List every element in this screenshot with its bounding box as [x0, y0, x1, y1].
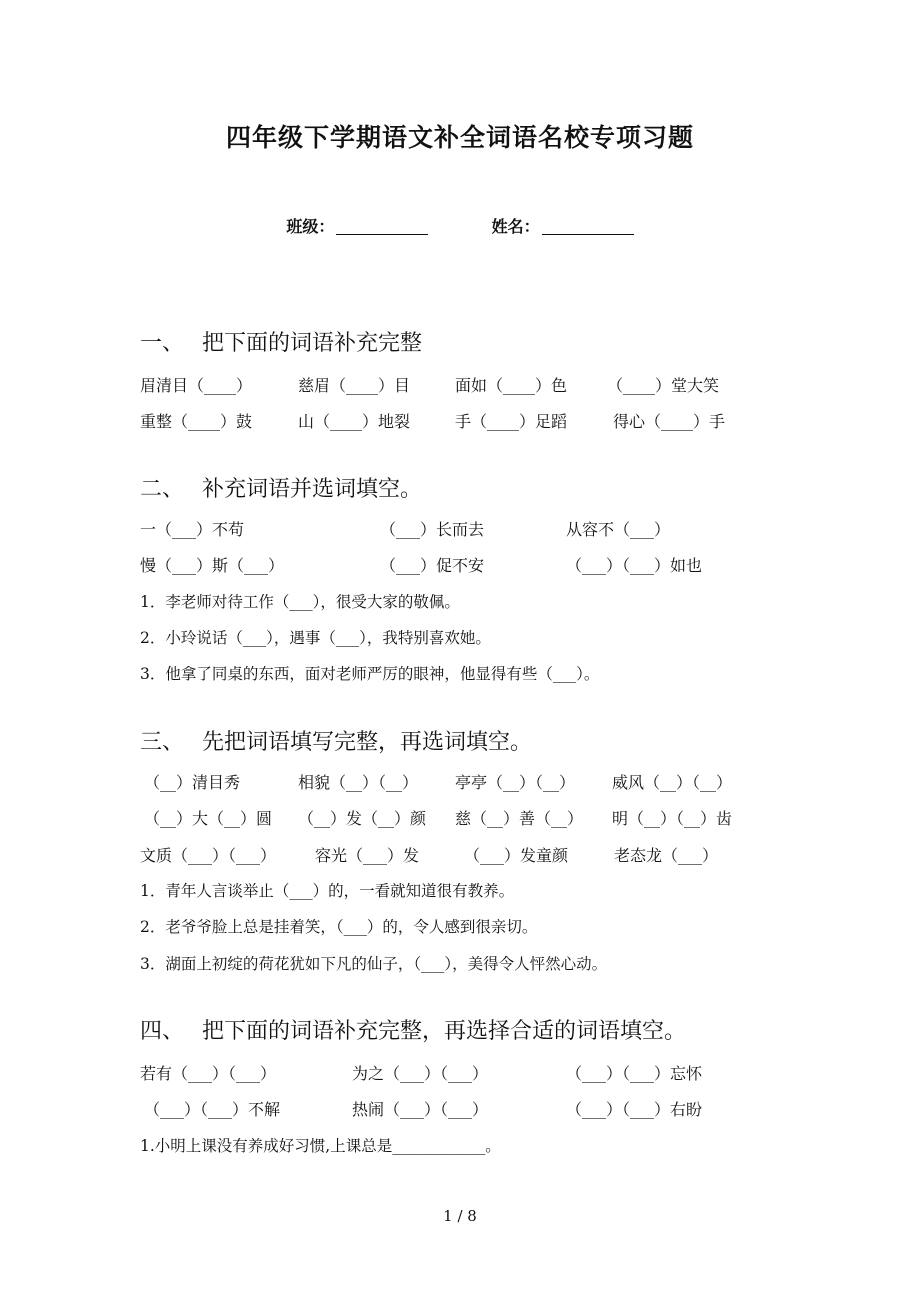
- word-item: （__）清目秀: [144, 773, 241, 792]
- word-item: （__）大（__）圆: [144, 809, 273, 828]
- section-4-heading: [140, 1014, 686, 1045]
- name-blank[interactable]: [542, 218, 634, 235]
- question-sentence: 1.小明上课没有养成好习惯,上课总是____________。: [140, 1137, 501, 1155]
- word-item: 若有（___）（___）: [140, 1064, 277, 1083]
- section-3-heading: [140, 725, 532, 756]
- word-item: 山（____）地裂: [298, 412, 411, 431]
- section-title: 补充词语并选词填空。: [202, 477, 423, 502]
- word-item: （___）促不安: [380, 556, 485, 575]
- word-item: （___）发童颜: [464, 846, 569, 865]
- word-item: 容光（___）发: [315, 846, 420, 865]
- class-label: 班级：: [286, 217, 335, 236]
- name-label: 姓名：: [491, 217, 540, 236]
- word-item: （__）发（__）颜: [298, 809, 427, 828]
- section-number: 二、: [140, 477, 185, 502]
- word-item: （___）（___）不解: [144, 1100, 281, 1119]
- section-number: 一、: [140, 331, 185, 356]
- question-sentence: 3．湖面上初绽的荷花犹如下凡的仙子，（___），美得令人怦然心动。: [140, 955, 608, 973]
- word-item: 威风（__）（__）: [612, 773, 733, 792]
- word-item: 亭亭（__）（__）: [455, 773, 576, 792]
- word-item: （___）（___）如也: [566, 556, 703, 575]
- word-item: （___）长而去: [380, 520, 485, 539]
- word-item: 重整（____）鼓: [140, 412, 253, 431]
- section-title: 先把词语填写完整，再选词填空。: [202, 730, 533, 755]
- section-1-heading: [140, 326, 422, 357]
- word-item: （___）（___）右盼: [566, 1100, 703, 1119]
- page-number: 1 / 8: [443, 1207, 477, 1225]
- question-sentence: 1．青年人言谈举止（___）的，一看就知道很有教养。: [140, 882, 515, 900]
- question-sentence: 2．小玲说话（___），遇事（___），我特别喜欢她。: [140, 629, 491, 647]
- word-item: 慈眉（____）目: [298, 376, 411, 395]
- class-blank[interactable]: [336, 218, 428, 235]
- section-number: 四、: [140, 1019, 185, 1044]
- word-item: 面如（____）色: [455, 376, 568, 395]
- question-sentence: 1．李老师对待工作（___），很受大家的敬佩。: [140, 593, 460, 611]
- word-item: 一（___）不苟: [140, 520, 245, 539]
- word-item: 文质（___）（___）: [140, 846, 277, 865]
- section-title: 把下面的词语补充完整，再选择合适的词语填空。: [202, 1019, 687, 1044]
- word-item: 眉清目（____）: [140, 376, 253, 395]
- word-item: 慢（___）斯（___）: [140, 556, 285, 575]
- section-title: 把下面的词语补充完整: [202, 331, 423, 356]
- word-item: 老态龙（___）: [614, 846, 719, 865]
- word-item: （___）（___）忘怀: [566, 1064, 703, 1083]
- question-sentence: 3．他拿了同桌的东西，面对老师严厉的眼神，他显得有些（___）。: [140, 665, 600, 683]
- section-2-heading: [140, 472, 422, 503]
- word-item: 从容不（___）: [566, 520, 671, 539]
- word-item: 手（____）足蹈: [455, 412, 568, 431]
- word-item: 热闹（___）（___）: [352, 1100, 489, 1119]
- student-info: [0, 214, 920, 237]
- word-item: 慈（__）善（__）: [455, 809, 584, 828]
- word-item: 为之（___）（___）: [352, 1064, 489, 1083]
- section-number: 三、: [140, 730, 185, 755]
- word-item: 明（__）（__）齿: [612, 809, 733, 828]
- word-item: 相貌（__）（__）: [298, 773, 419, 792]
- word-item: （____）堂大笑: [607, 376, 720, 395]
- page-title: 四年级下学期语文补全词语名校专项习题: [225, 123, 694, 152]
- word-item: 得心（____）手: [613, 412, 726, 431]
- question-sentence: 2．老爷爷脸上总是挂着笑，（___）的，令人感到很亲切。: [140, 918, 538, 936]
